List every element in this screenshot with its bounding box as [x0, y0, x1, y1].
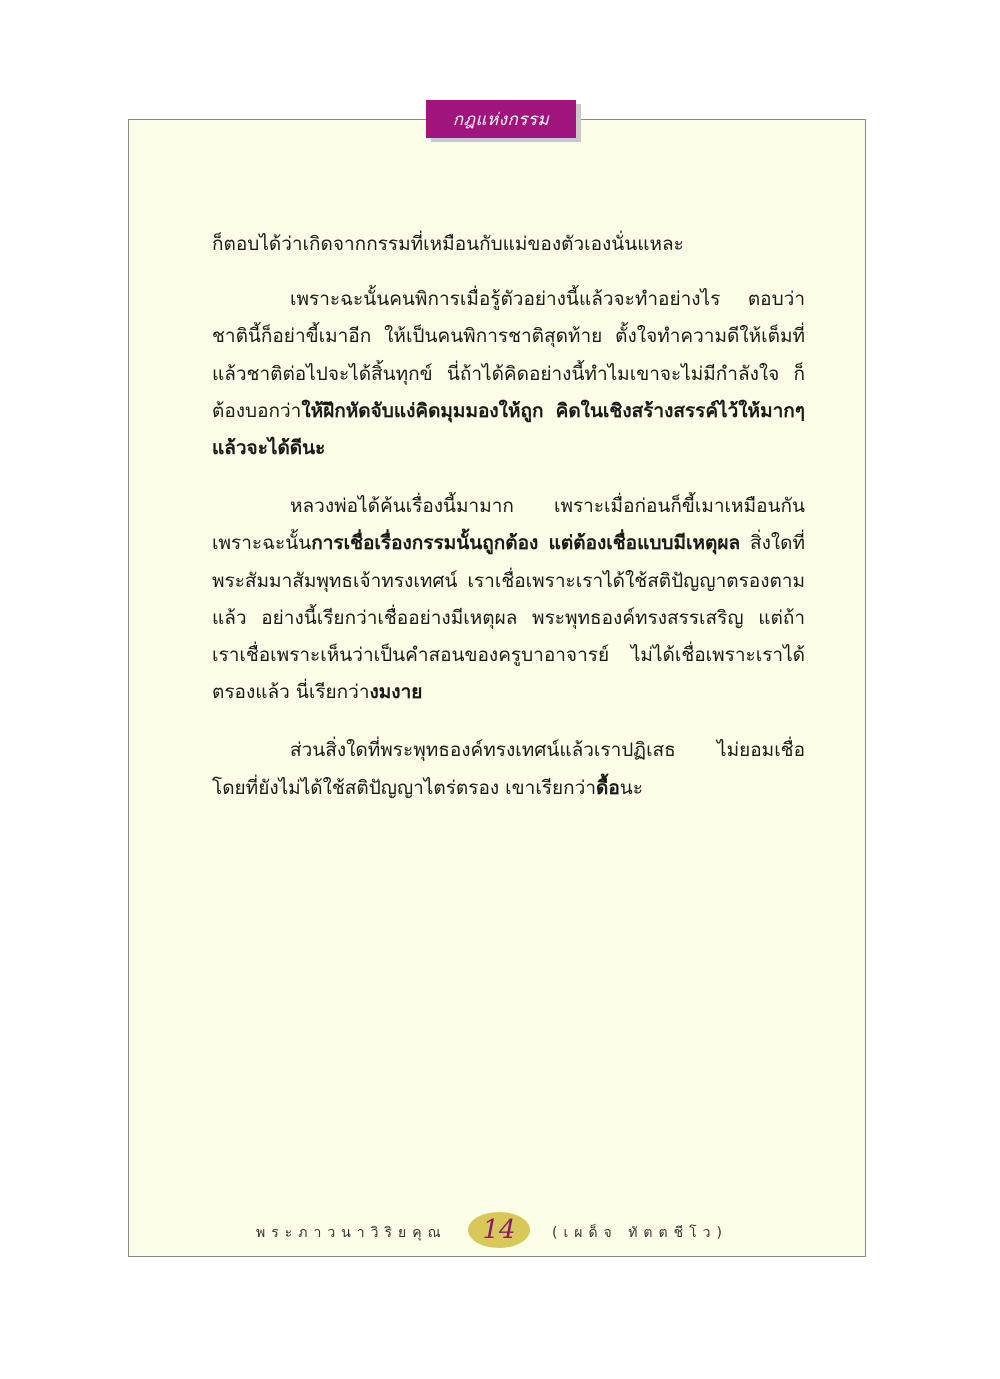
page-number-badge — [468, 1212, 530, 1248]
page-number: 14 — [482, 1215, 516, 1245]
footer-author: (เผด็จ ทัตตชีโว) — [552, 1225, 728, 1241]
paragraph-text: เพราะฉะนั้นคนพิการเมื่อรู้ตัวอย่างนี้แล้วจะทำอย่างไร ตอบว่าชาตินี้ก็อย่าขี้เมาอีก ให้เป็นคนพิการชาติสุดท้าย ตั้งใจทำความดีให้เต็มที่ แล้วชาติต่อไปจะได้สิ้นทุกข์ นี่ถ้าได้คิดอย่างนี้ทำไมเขาจะไม่มีกำลังใจ ก็ต้องบอกว่า — [212, 288, 805, 422]
paragraph-text: หลวงพ่อได้ค้นเรื่องนี้มามาก เพราะเมื่อก่อนก็ขี้เมาเหมือนกัน เพราะฉะนั้น — [212, 495, 805, 555]
chapter-title: กฎแห่งกรรม — [452, 109, 550, 130]
paragraph-text: สิ่งใดที่พระสัมมาสัมพุทธเจ้าทรงเทศน์ เราเชื่อเพราะเราได้ใช้สติปัญญาตรองตามแล้ว อย่างนี้เรียกว่าเชื่ออย่างมีเหตุผล พระพุทธองค์ทรงสรรเสริญ แต่ถ้าเราเชื่อเพราะเห็นว่าเป็นคำสอนของครูบาอาจารย์ ไม่ได้เชื่อเพราะเราได้ตรองแล้ว นี่เรียกว่า — [212, 532, 805, 704]
paragraph-2 — [212, 281, 805, 467]
emphasized-text: ให้ฝึกหัดจับแง่คิดมุมมองให้ถูก คิดในเชิงสร้างสรรค์ไว้ให้มากๆ แล้วจะได้ดีนะ — [212, 399, 805, 460]
paragraph-1 — [212, 226, 805, 263]
paragraph-4 — [212, 732, 805, 806]
paragraph-3 — [212, 488, 805, 711]
emphasized-text: การเชื่อเรื่องกรรมนั้นถูกต้อง แต่ต้องเชื่อแบบมีเหตุผล — [311, 532, 741, 555]
page-footer — [128, 1210, 866, 1250]
paragraph-text: ก็ตอบได้ว่าเกิดจากกรรมที่เหมือนกับแม่ของตัวเองนั่นแหละ — [212, 233, 684, 255]
body-text — [212, 226, 805, 828]
paragraph-text: นะ — [619, 776, 643, 799]
emphasized-text: งมงาย — [369, 681, 423, 704]
footer-book-title: พระภาวนาวิริยคุณ — [256, 1225, 447, 1241]
header-tab — [426, 100, 576, 138]
paragraph-text: ส่วนสิ่งใดที่พระพุทธองค์ทรงเทศน์แล้วเราปฏิเสธ ไม่ยอมเชื่อโดยที่ยังไม่ได้ใช้สติปัญญาไตร่ตรอง เขาเรียกว่า — [212, 739, 805, 799]
emphasized-text: ดื้อ — [596, 776, 620, 799]
